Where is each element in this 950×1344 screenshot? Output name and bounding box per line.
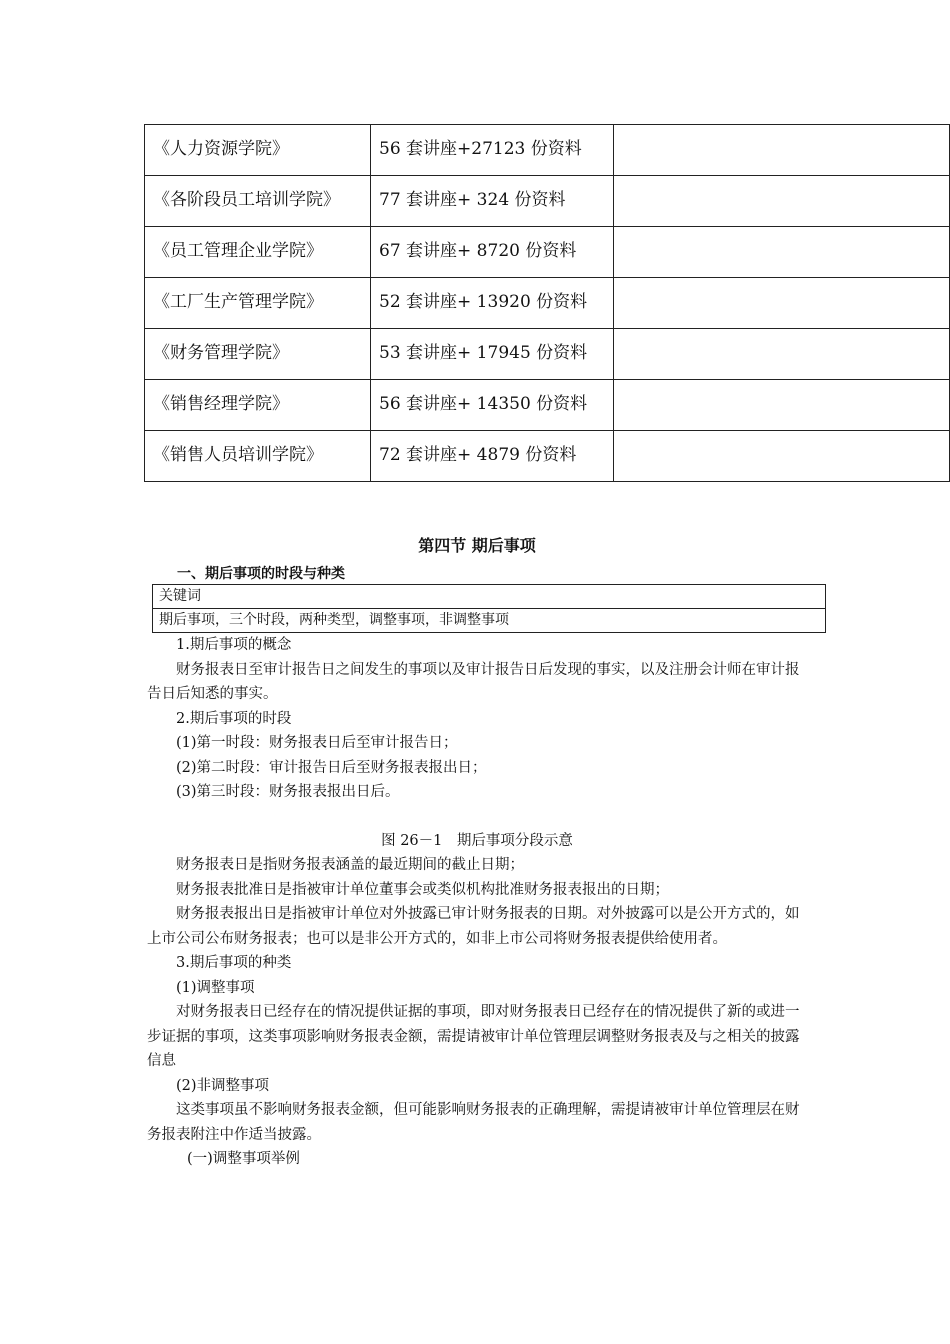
course-desc-cell: 53 套讲座+ 17945 份资料 xyxy=(371,329,614,380)
course-desc-cell: 72 套讲座+ 4879 份资料 xyxy=(371,431,614,482)
adjusting-definition: 对财务报表日已经存在的情况提供证据的事项，即对财务报表日已经存在的情况提供了新的或进一步证据的事项，这类事项影响财务报表金额，需提请被审计单位管理层调整财务报表及与之相关的披露信息 xyxy=(147,1004,800,1069)
concept-definition: 财务报表日至审计报告日之间发生的事项以及审计报告日后发现的事实，以及注册会计师在审计报告日后知悉的事实。 xyxy=(147,661,800,702)
table-row xyxy=(145,329,950,380)
course-desc-cell: 52 套讲座+ 13920 份资料 xyxy=(371,278,614,329)
course-name-cell: 《员工管理企业学院》 xyxy=(145,227,371,278)
period-2: (2)第二时段：审计报告日后至财务报表报出日； xyxy=(176,759,487,776)
course-name-cell: 《工厂生产管理学院》 xyxy=(145,278,371,329)
course-name-cell: 《各阶段员工培训学院》 xyxy=(145,176,371,227)
keyword-header: 关键词 xyxy=(153,585,826,609)
heading-adjusting-examples: (一)调整事项举例 xyxy=(187,1151,300,1167)
course-desc-cell: 56 套讲座+27123 份资料 xyxy=(371,125,614,176)
definition-issue-date: 财务报表报出日是指被审计单位对外披露已审计财务报表的日期。对外披露可以是公开方式的，如上市公司公布财务报表；也可以是非公开方式的，如非上市公司将财务报表提供给使用者。 xyxy=(147,906,800,947)
heading-adjusting: (1)调整事项 xyxy=(176,979,255,996)
period-1: (1)第一时段：财务报表日后至审计报告日； xyxy=(176,735,458,751)
course-extra-cell xyxy=(614,125,950,176)
section-title: 第四节 期后事项 xyxy=(418,536,536,555)
resource-table xyxy=(144,124,950,482)
heading-concept: 1.期后事项的概念 xyxy=(176,637,292,653)
table-row xyxy=(145,380,950,431)
definition-statement-date: 财务报表日是指财务报表涵盖的最近期间的截止日期； xyxy=(176,857,524,873)
subsection-title: 一、期后事项的时段与种类 xyxy=(177,566,345,582)
figure-caption: 图 26－1 期后事项分段示意 xyxy=(381,832,573,849)
main-content xyxy=(147,530,807,1172)
keyword-table xyxy=(152,584,826,633)
course-extra-cell xyxy=(614,227,950,278)
non-adjusting-definition: 这类事项虽不影响财务报表金额，但可能影响财务报表的正确理解，需提请被审计单位管理层在财务报表附注中作适当披露。 xyxy=(147,1102,800,1143)
heading-periods: 2.期后事项的时段 xyxy=(176,710,292,727)
course-name-cell: 《销售人员培训学院》 xyxy=(145,431,371,482)
course-desc-cell: 67 套讲座+ 8720 份资料 xyxy=(371,227,614,278)
keyword-list: 期后事项，三个时段，两种类型，调整事项，非调整事项 xyxy=(153,609,826,633)
course-desc-cell: 77 套讲座+ 324 份资料 xyxy=(371,176,614,227)
course-extra-cell xyxy=(614,431,950,482)
course-extra-cell xyxy=(614,176,950,227)
table-row xyxy=(145,227,950,278)
course-name-cell: 《人力资源学院》 xyxy=(145,125,371,176)
course-extra-cell xyxy=(614,329,950,380)
period-3: (3)第三时段：财务报表报出日后。 xyxy=(176,784,400,800)
course-name-cell: 《销售经理学院》 xyxy=(145,380,371,431)
table-row xyxy=(145,431,950,482)
table-row xyxy=(145,176,950,227)
heading-types: 3.期后事项的种类 xyxy=(176,955,292,971)
course-desc-cell: 56 套讲座+ 14350 份资料 xyxy=(371,380,614,431)
course-name-cell: 《财务管理学院》 xyxy=(145,329,371,380)
table-row xyxy=(145,278,950,329)
heading-non-adjusting: (2)非调整事项 xyxy=(176,1077,270,1094)
table-row xyxy=(145,125,950,176)
course-extra-cell xyxy=(614,278,950,329)
course-extra-cell xyxy=(614,380,950,431)
definition-approval-date: 财务报表批准日是指被审计单位董事会或类似机构批准财务报表报出的日期； xyxy=(176,881,669,898)
